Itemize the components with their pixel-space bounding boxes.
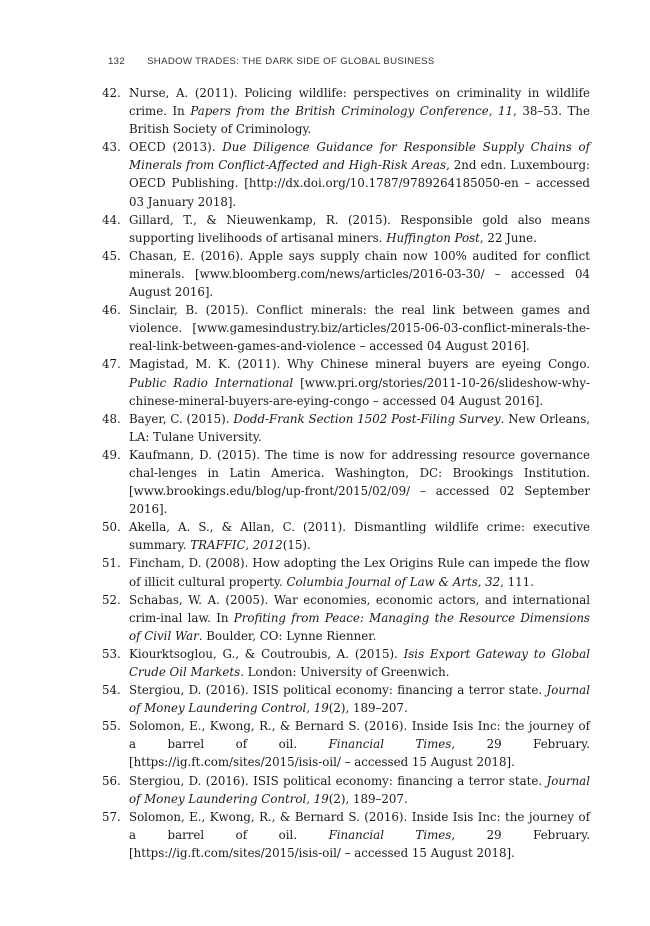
reference-italic-segment: Public Radio International [129,375,294,390]
reference-number: 54. [102,683,121,698]
reference-number: 43. [102,140,121,155]
reference-item [102,138,590,210]
reference-text [129,808,590,862]
reference-segment: Magistad, M. K. (2011). Why Chinese mineral buyers are eyeing Congo. [129,357,590,372]
reference-list [102,84,590,862]
reference-text [129,645,590,681]
reference-italic-segment: Isis Export Gateway to Global Crude Oil Markets [129,646,590,679]
reference-item [102,211,590,247]
reference-italic-segment: Columbia Journal of Law & Arts, 32 [286,574,501,589]
reference-number: 55. [102,719,121,734]
reference-number: 53. [102,646,121,661]
reference-italic-segment: Financial Times [328,827,452,842]
reference-segment: Sinclair, B. (2015). Conflict minerals: the real link between games and violence. [www.gamesindustry.biz/articles/2015-06-03-conflict-minerals-the-real-link-between-games-and-violence – accessed 04 August 2016]. [129,303,590,354]
reference-text [129,772,590,808]
reference-segment: , 29 February. [https://ig.ft.com/sites/2015/isis-oil/ – accessed 15 August 2018]. [129,827,590,860]
reference-segment: Solomon, E., Kwong, R., & Bernard S. (2016). Inside Isis Inc: the journey of a barrel of oil. [129,719,590,752]
reference-number: 48. [102,411,121,426]
reference-text [129,410,590,446]
reference-segment: , 111. [500,574,534,589]
reference-number: 50. [102,520,121,535]
reference-italic-segment: Dodd-Frank Section 1502 Post-Filing Survey [233,411,501,426]
reference-item [102,591,590,645]
reference-italic-segment: TRAFFIC, 2012 [190,538,283,553]
reference-number: 57. [102,809,121,824]
reference-segment: Stergiou, D. (2016). ISIS political economy: financing a terror state. [129,683,547,698]
reference-text [129,211,590,247]
reference-segment: . London: University of Greenwich. [240,665,450,679]
reference-number: 45. [102,248,121,263]
reference-segment: Schabas, W. A. (2005). War economies, economic actors, and international crim-inal law. In [129,592,590,625]
reference-number: 46. [102,303,121,318]
reference-text [129,355,590,409]
reference-segment: Bayer, C. (2015). [129,411,234,426]
reference-text [129,446,590,518]
reference-number: 49. [102,447,121,462]
reference-segment: , 22 June. [479,230,537,245]
reference-text [129,247,590,301]
reference-italic-segment: Due Diligence Guidance for Responsible Supply Chains of Minerals from Conflict-Affected and High-Risk Areas [129,140,590,173]
reference-text [129,138,590,210]
reference-segment: Akella, A. S., & Allan, C. (2011). Dismantling wildlife crime: executive summary. [129,520,590,553]
reference-segment: Fincham, D. (2008). How adopting the Lex Origins Rule can impede the flow of illicit cultural property. [129,556,590,589]
reference-item [102,681,590,717]
reference-text [129,554,590,590]
running-header [108,56,598,67]
reference-text [129,591,590,645]
reference-item [102,772,590,808]
reference-italic-segment: Financial Times [328,737,452,752]
reference-segment: (15). [282,538,311,553]
reference-segment: Stergiou, D. (2016). ISIS political economy: financing a terror state. [129,773,547,788]
reference-segment: (2), 189–207. [328,791,408,806]
reference-number: 47. [102,357,121,372]
reference-item [102,84,590,138]
reference-text [129,717,590,771]
reference-item [102,446,590,518]
reference-number: 42. [102,86,121,100]
reference-italic-segment: Profiting from Peace: Managing the Resource Dimensions of Civil War [129,610,590,643]
reference-item [102,645,590,681]
reference-segment: , 2nd edn. Luxembourg: OECD Publishing. [http://dx.doi.org/10.1787/9789264185050-en – accessed 03 January 2018]. [129,158,590,209]
reference-segment: . Boulder, CO: Lynne Rienner. [198,628,377,643]
reference-number: 52. [102,592,121,607]
reference-segment: Solomon, E., Kwong, R., & Bernard S. (2016). Inside Isis Inc: the journey of a barrel of oil. [129,809,590,842]
reference-text [129,681,590,717]
reference-italic-segment: Papers from the British Criminology Conference, 11 [190,104,514,119]
reference-segment: (2), 189–207. [328,701,408,716]
reference-segment: Kiourktsoglou, G., & Coutroubis, A. (2015). [129,646,404,661]
reference-segment: . New Orleans, LA: Tulane University. [129,411,591,444]
reference-text [129,518,590,554]
reference-segment: , 29 February. [https://ig.ft.com/sites/2015/isis-oil/ – accessed 15 August 2018]. [129,737,590,770]
reference-segment: Kaufmann, D. (2015). The time is now for addressing resource governance chal-lenges in Latin America. Washington, DC: Brookings Institution. [www.brookings.edu/blog/up-front/2015/02/09/ – accessed 02 September 2016]. [129,447,590,517]
reference-italic-segment: Huffington Post [386,230,480,245]
reference-segment: Chasan, E. (2016). Apple says supply chain now 100% audited for conflict minerals. [www.bloomberg.com/news/articles/2016-03-30/ – accessed 04 August 2016]. [129,248,590,300]
reference-item [102,410,590,446]
reference-number: 56. [102,773,121,788]
reference-item [102,247,590,301]
reference-item [102,554,590,590]
reference-item [102,301,590,355]
reference-number: 51. [102,556,121,571]
reference-italic-segment: Journal of Money Laundering Control, 19 [129,773,590,806]
reference-item [102,518,590,554]
running-title: SHADOW TRADES: THE DARK SIDE OF GLOBAL BUSINESS [147,56,435,67]
page-number: 132 [108,56,126,67]
reference-segment: , 38–53. The British Society of Criminology. [129,104,590,137]
reference-text [129,84,590,138]
reference-item [102,808,590,862]
reference-italic-segment: Journal of Money Laundering Control, 19 [129,683,590,716]
reference-segment: [www.pri.org/stories/2011-10-26/slideshow-why-chinese-mineral-buyers-are-eying-congo – accessed 04 August 2016]. [129,375,590,408]
reference-segment: Gillard, T., & Nieuwenkamp, R. (2015). Responsible gold also means supporting livelihoods of artisanal miners. [129,212,590,245]
reference-number: 44. [102,212,121,227]
reference-text [129,301,590,355]
reference-item [102,717,590,771]
reference-segment: OECD (2013). [129,140,223,155]
reference-segment: Nurse, A. (2011). Policing wildlife: perspectives on criminality in wildlife crime. In [129,86,590,119]
reference-item [102,355,590,409]
